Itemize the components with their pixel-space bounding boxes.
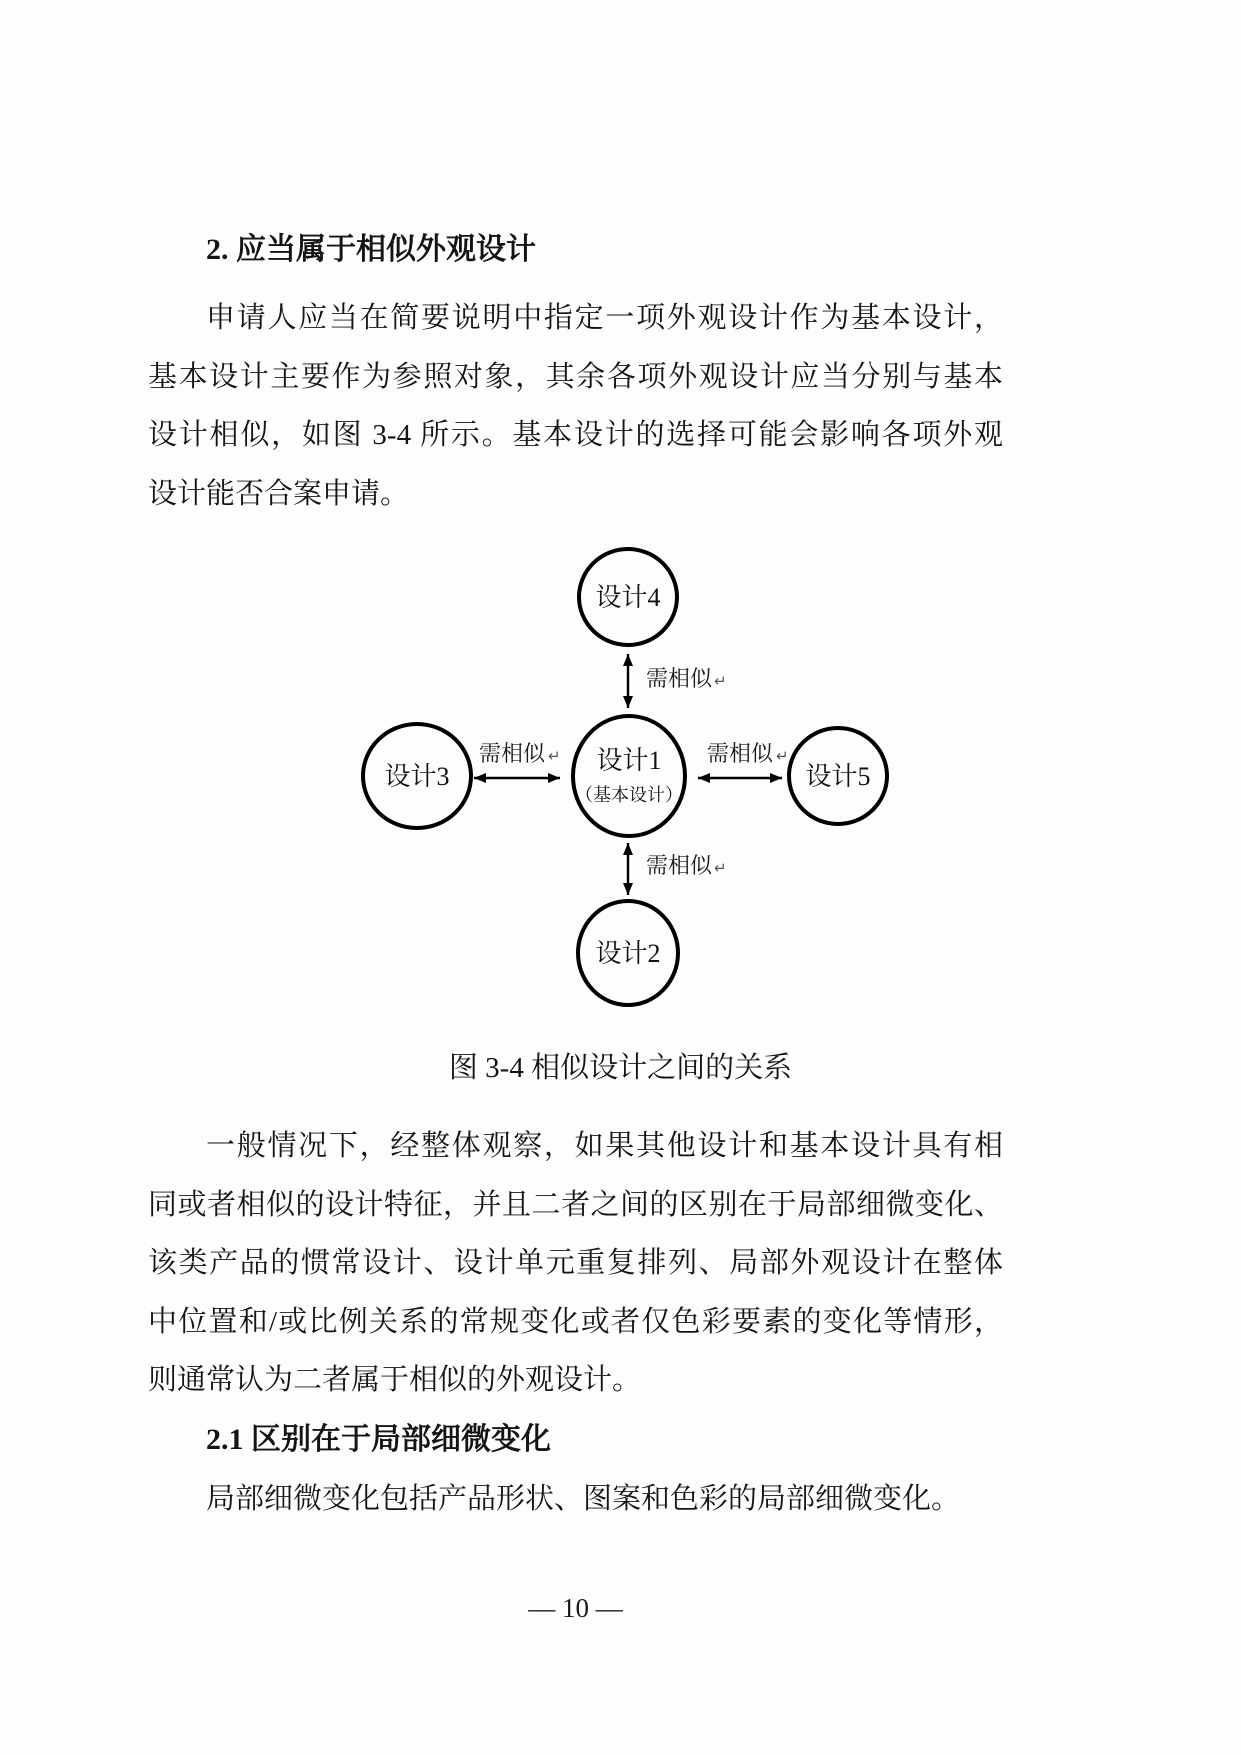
return-mark-left: ↵ (548, 747, 561, 765)
paragraph-2-line-3: 该类产品的惯常设计、设计单元重复排列、局部外观设计在整体 (148, 1247, 1003, 1279)
paragraph-2-line-5: 则通常认为二者属于相似的外观设计。 (148, 1364, 642, 1396)
page-number: — 10 — (528, 1593, 623, 1623)
paragraph-1-line-4: 设计能否合案申请。 (148, 477, 410, 510)
node-design-4-label: 设计4 (595, 583, 661, 612)
node-design-1-circle (573, 716, 685, 836)
paragraph-1-line-3: 设计相似，如图 3-4 所示。基本设计的选择可能会影响各项外观 (148, 419, 1003, 451)
node-design-2 (578, 901, 678, 1005)
node-design-3-label: 设计3 (384, 762, 450, 791)
node-design-1-sublabel: （基本设计） (575, 785, 683, 805)
node-design-1 (573, 716, 685, 836)
edge-label-left: 需相似 (478, 741, 546, 766)
figure-caption: 图 3-4 相似设计之间的关系 (448, 1052, 793, 1084)
paragraph-1-line-2: 基本设计主要作为参照对象，其余各项外观设计应当分别与基本 (148, 360, 1003, 393)
subsection-heading: 2.1 区别在于局部细微变化 (206, 1423, 551, 1456)
paragraph-2 (148, 1117, 1003, 1410)
node-design-4 (579, 549, 677, 645)
edge-label-bottom: 需相似 (646, 853, 713, 878)
return-mark-top: ↵ (714, 672, 727, 690)
section-heading: 2. 应当属于相似外观设计 (206, 233, 536, 266)
paragraph-3: 局部细微变化包括产品形状、图案和色彩的局部细微变化。 (206, 1483, 961, 1515)
node-design-5 (789, 728, 887, 824)
figure-3-4-diagram (300, 535, 960, 1015)
paragraph-1 (148, 289, 1003, 523)
paragraph-1-line-1: 申请人应当在简要说明中指定一项外观设计作为基本设计， (206, 302, 1003, 334)
node-design-3 (363, 724, 471, 828)
paragraph-2-line-4: 中位置和/或比例关系的常规变化或者仅色彩要素的变化等情形， (148, 1305, 1003, 1338)
return-mark-right: ↵ (776, 747, 789, 765)
node-design-5-label: 设计5 (805, 762, 871, 791)
edge-label-right: 需相似 (706, 741, 774, 766)
node-design-2-label: 设计2 (595, 939, 661, 968)
edge-label-top: 需相似 (646, 666, 713, 691)
node-design-1-label: 设计1 (596, 746, 662, 775)
return-mark-bottom: ↵ (714, 859, 727, 877)
paragraph-2-line-1: 一般情况下，经整体观察，如果其他设计和基本设计具有相 (206, 1130, 1003, 1162)
paragraph-2-line-2: 同或者相似的设计特征，并且二者之间的区别在于局部细微变化、 (148, 1188, 1003, 1221)
